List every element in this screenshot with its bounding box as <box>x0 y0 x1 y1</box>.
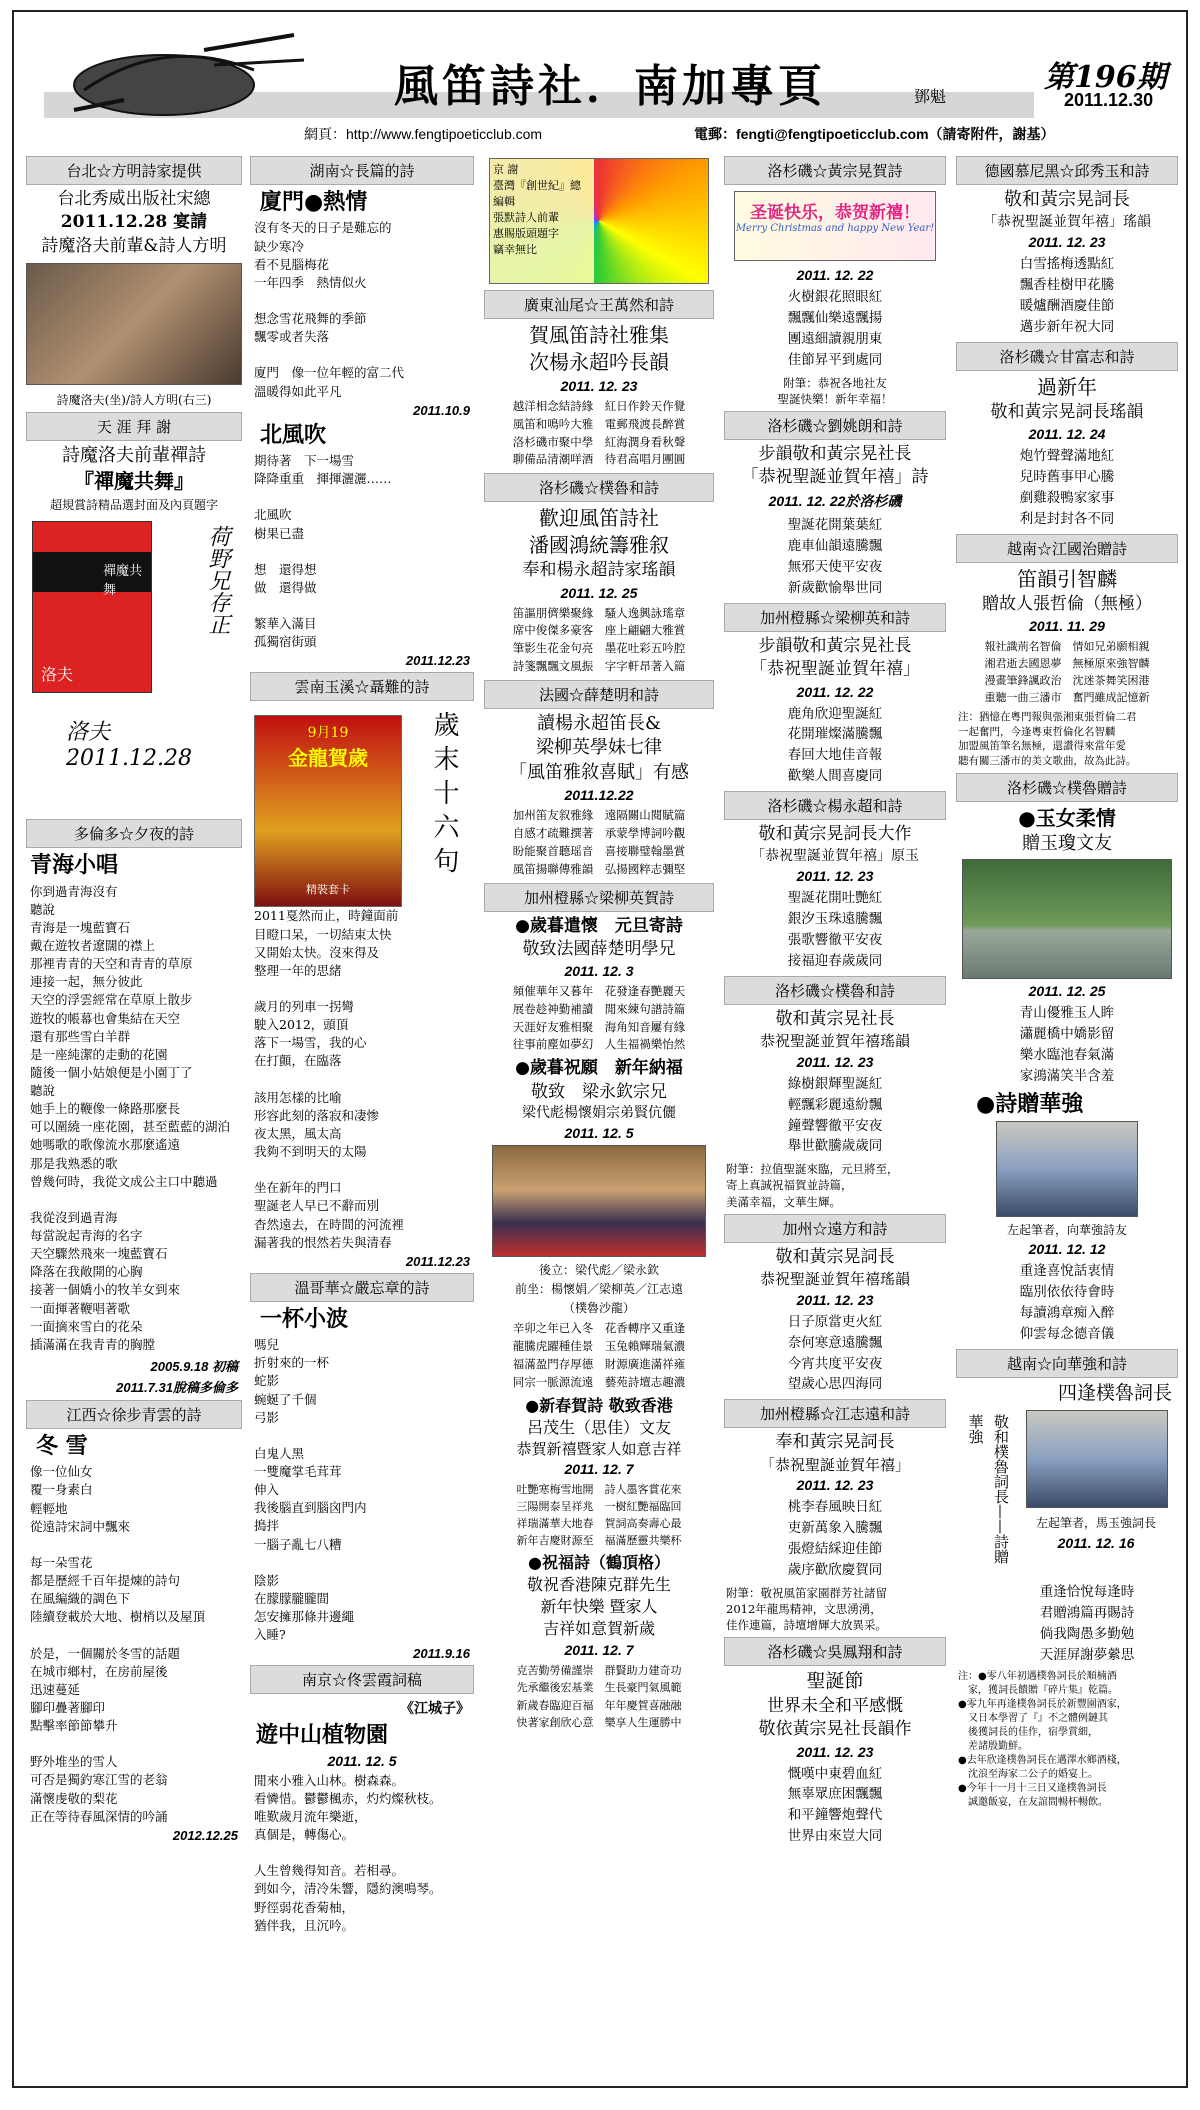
poem-date: 2011. 12. 24 <box>1028 425 1106 442</box>
book-cover-title: 禪魔共舞 <box>103 564 143 599</box>
poem-title: 梁代彪楊懷娟宗弟賢伉儷 <box>522 1104 676 1121</box>
group-photo <box>492 1145 706 1257</box>
poem-title: 敬和黃宗晃社長 <box>775 1008 895 1029</box>
poem-body: 慨嘆中東碧血紅 無辜眾庶困飄飄 和平鐘響炮聲代 世界由來豈大同 <box>787 1765 883 1845</box>
section-header: 德國慕尼黑☆邱秀玉和詩 <box>956 156 1178 185</box>
poem-title: 過新年 <box>1037 374 1097 399</box>
photo-caption: 前坐：楊懷娟／梁柳英／江志遠 <box>514 1282 683 1297</box>
poem-title: 賀風笛詩社雅集 <box>529 323 669 347</box>
poem-title: 潘國鴻統籌雅叙 <box>529 533 669 558</box>
column-4 <box>724 152 946 1851</box>
text-line: 2011.12.28 宴請 <box>60 212 208 233</box>
poem-title: 步韻敬和黃宗晃社長 <box>758 636 912 657</box>
poem-title: 北風吹 <box>260 421 327 448</box>
text-line: 詩魔洛夫前輩&詩人方明 <box>41 235 227 256</box>
poem-title: 一杯小波 <box>260 1305 349 1332</box>
poem-title: ●歲暮祝願 新年納福 <box>515 1058 683 1079</box>
poem-body: 克苦勤勞備謹崇 群賢助力建奇功 先承繼後宏基業 生長豪門氣風範 新歲春臨迎百福 年年慶賀喜融融 快著家創欣心意 樂享人生運勝中 <box>516 1664 682 1729</box>
poem-title: ●詩贈華強 <box>976 1091 1084 1117</box>
poem-date: 2011. 12. 12 <box>1028 1241 1106 1258</box>
email-line: 電郵：fengti@fengtipoeticclub.com（請寄附件，謝基） <box>694 126 1055 142</box>
two-men-photo <box>1026 1410 1168 1508</box>
poem-date: 2011. 12. 16 <box>1057 1534 1135 1551</box>
poem-title: 「恭祝聖誕並賀年禧」 <box>759 1455 910 1474</box>
poem-body: 加州笛友叙雅緣 遠隔關山閱賦篇 自感才疏難撰著 承蒙學博詞吟觀 盼能聚首聽瑶音 喜接聯璧翰墨賞 風笛揚聯傳雅韻 弘揚國粹志彌堅 <box>512 808 686 876</box>
poem-body: 青山優雅玉人眸 瀟麗橋中嬌影留 樂水臨池春氣滿 家鴻滿笑半含羞 <box>1019 1005 1115 1085</box>
poem-body: 日子原當吏火紅 奈何寒意遠騰飄 今宵共度平安夜 望歲心思四海同 <box>787 1313 883 1393</box>
poem-title: 「恭祝聖誕並賀年禧」詩 <box>741 467 929 488</box>
bagpipe-logo-icon <box>54 30 314 125</box>
poem-date: 2011. 12. 7 <box>564 1461 634 1478</box>
section-header: 洛杉磯☆吳鳳翔和詩 <box>724 1637 946 1666</box>
poem-body: 吐艷寒梅雪地開 詩人墨客賞花來 三陽開泰呈祥兆 一樹紅艷福臨回 祥瑞滿華大地春 賀詞高奏壽心最 新年吉慶財源至 福滿歷靈共樂杯 <box>516 1483 682 1548</box>
poem-title: 步韻敬和黃宗晃社長 <box>758 443 912 464</box>
poem-title: 恭賀新禧暨家人如意吉祥 <box>516 1439 682 1458</box>
postscript: 附筆：恭祝各地社友 聖誕快樂！新年幸福！ <box>777 375 893 406</box>
cipai-title: 《江城子》 <box>400 1701 470 1718</box>
section-header: 天 涯 拜 謝 <box>26 412 242 441</box>
poem-date: 2011. 12. 3 <box>564 963 634 979</box>
section-header: 洛杉磯☆樸魯贈詩 <box>956 773 1178 802</box>
poem-title: ●祝福詩（鶴頂格） <box>528 1553 670 1573</box>
poem-title: 恭祝聖誕並賀年禧瑤韻 <box>759 1269 910 1288</box>
poem-date: 2011.9.16 <box>413 1646 470 1662</box>
poem-date: 2011.12.22 <box>564 787 634 804</box>
section-header: 洛杉磯☆黃宗晃賀詩 <box>724 156 946 185</box>
poem-body: 報社識荊名智倫 情如兄弟願相親 湘君逝去國恩夢 無極原來強智麟 漫畫筆鋒諷政治 沈迷茶舞笑困港 重聽一曲三潘市 奮門雖成記憶新 <box>984 639 1150 705</box>
website-line: 網頁：http://www.fengtipoeticclub.com <box>304 126 543 142</box>
poem-title: 遊中山植物園 <box>256 1722 389 1749</box>
poem-body: 沒有冬天的日子是難忘的 缺少寒冷 看不見腦梅花 一年四季 熱情似火 想念雪花飛舞的季節 飄零或者失落 廈門 像一位年輕的富二代 溫暖得如此平凡 <box>254 220 405 399</box>
dragon-card <box>254 715 402 907</box>
poem-title: 奉和黃宗晃詞長 <box>775 1432 895 1453</box>
poem-date: 2011. 12. 23 <box>796 1291 874 1308</box>
section-header: 多倫多☆夕夜的詩 <box>26 819 242 848</box>
poem-body: 像一位仙女 覆一身素白 輕輕地 從遠詩宋詞中飄來 每一朵雪花 都是歷經千百年提煉的詩句 在風編織的調色下 陸續登載於大地、樹梢以及屋頂 於是，一個關於冬雪的話題 在城市鄉村，在房前屋後 迅速蔓延 腳印疊著腳印 點擊率節節攀升 野外堆坐的雪人 可否是獨釣寒江雪的老翁 滿懷虔敬的梨花 正在等待春風深情的吟誦 <box>30 1464 206 1824</box>
book-cover-author: 洛夫 <box>41 665 74 685</box>
poem-date: 2011.10.9 <box>413 402 470 418</box>
photo-caption: 左起筆者，馬玉強詞長 <box>1035 1515 1156 1530</box>
poem-title: 敬致法國薛楚明學兄 <box>522 938 676 959</box>
issue-number: 第196期 <box>1044 60 1167 95</box>
poem-title: 「恭祝聖誕並賀年禧」原玉 <box>751 847 919 864</box>
thanks-line: 張默詩人前輩 <box>493 210 559 224</box>
section-header: 洛杉磯☆樸魯和詩 <box>724 976 946 1005</box>
banquet-photo <box>26 263 242 385</box>
poem-date: 2011. 12. 7 <box>564 1642 634 1659</box>
section-header: 洛杉磯☆甘富志和詩 <box>956 342 1178 371</box>
postscript: 附筆：敬祝風笛家園群芳社諸留 2012年龍馬精神，文思湧湧， 佳作連篇，詩壇增輝大放異采。 <box>726 1586 887 1633</box>
poem-date: 2011. 12. 5 <box>327 1752 397 1769</box>
poem-title: 奉和楊永超詩家瑤韻 <box>522 560 676 581</box>
poem-body: 2011戛然而止，時鐘面前 目瞪口呆，一切結束太快 又開始太快。沒來得及 整理一年的思緒 歲月的列車一拐彎 駛入2012，頭頂 落下一場雪，我的心 在打顫，在臨落 該用怎樣的比喻 形容此刻的落寂和凄惨 夜太黑，風太高 我夠不到明天的太陽 坐在新年的門口 聖誕老人早已不辭而別 杳然遠去，在時間的河流裡 漏著我的恨然若失與清春 <box>254 908 405 1250</box>
poem-body: 桃李春風映日紅 吏新萬象入騰飄 張燈結綵迎佳節 歲序歡欣慶賀同 <box>787 1499 883 1579</box>
poem-title: 讀楊永超笛長& <box>536 712 662 734</box>
section-header: 廣東汕尾☆王萬然和詩 <box>484 290 714 319</box>
poem-body: 笛謳朋儕樂聚緣 騷人逸興詠瑤章 席中俊傑多豪客 座上翩翩大雅賞 筆影生花金句亮 墨花吐彩五吟腔 詩箋飄飄文風振 字字軒昂著入篇 <box>512 605 686 673</box>
postscript: 注：●零八年初遇樸魯詞長於順楠酒 家，獲詞長饋贈『碎片集』乾篇。 ●零九年再逢樸魯詞長於新豐園酒家， 又日本學習了『』不之體例鏈其 後獲詞長的佳作，宿學賞細， 差諸殷勤鮮。 ●去年欣逢樸魯詞長在邁澤水鄉酒棧， 沈浪至海家二公子的婚宴上。 ●今年十一月十三日又逢樸魯詞長 誠邀飯宴，在友誼間暢杯暢飲。 <box>958 1670 1127 1808</box>
poem-block <box>956 1408 1178 1578</box>
poem-body: 重逢恰悅每逢時 君贈鴻篇再賜詩 倘我陶愚多勤勉 天涯屏謝夢縈思 <box>1039 1583 1135 1663</box>
lake-photo <box>962 859 1172 979</box>
poem-title: 恭祝聖誕並賀年禧瑤韻 <box>759 1031 910 1050</box>
column-1 <box>26 152 242 1845</box>
vertical-poem-title: 歲末十六句 <box>429 711 459 882</box>
poem-title: 四逢樸魯詞長 <box>1057 1382 1172 1405</box>
newspaper-page <box>12 10 1188 2088</box>
poem-title: 敬和黃宗晃詞長大作 <box>758 824 912 845</box>
poem-title: 敬和黃宗晃詞長 <box>775 1246 895 1267</box>
book-title: 『禪魔共舞』 <box>74 469 194 494</box>
thanks-line: 臺灣『創世紀』總編輯 <box>493 178 581 208</box>
vertical-poem-title: 敬和樸魯詞長——詩贈華強 <box>966 1413 1010 1564</box>
photo-caption: （樸魯沙龍） <box>562 1301 635 1316</box>
poem-date: 2011. 12. 23 <box>1028 234 1106 250</box>
poem-body: 頻催華年又暮年 花發逢春艷麗天 展卷趁神勤補讀 閒來練句譜詩篇 天涯好友雅相聚 海角知音屢有緣 往事前塵如夢幻 人生福禍樂怡然 <box>512 984 686 1052</box>
handwritten-signature: 洛夫 2011.12.28 <box>66 720 192 772</box>
poem-body: 炮竹聲聲滿地紅 兒時舊事甲心騰 剷雞殺鴨家家事 利是封封各不同 <box>1019 447 1115 527</box>
poem-body: 越洋相念結詩緣 紅日作鈴天作覺 風笛和鳴吟大雅 電郵飛渡長醉賞 洛杉磯市聚中學 紅海潤身看秋聲 聊備品清潮咩酒 待君高唱月團圓 <box>512 399 686 467</box>
poem-title: 青海小唱 <box>30 852 119 879</box>
poem-block <box>250 705 474 905</box>
poem-date: 2011. 12. 22 <box>796 267 874 283</box>
section-header: 法國☆薛楚明和詩 <box>484 680 714 709</box>
poem-body: 聖誕花開吐艷紅 銀汐玉珠遠騰飄 張歌響徹平安夜 接福迎春歲歲同 <box>787 890 883 969</box>
masthead-title: 風笛詩社．南加專頁 <box>394 61 826 112</box>
poem-date: 2011. 12. 23 <box>796 1743 874 1760</box>
poem-date: 2011. 12. 23 <box>796 1053 874 1070</box>
section-header: 雲南玉溪☆聶難的詩 <box>250 672 474 701</box>
section-header: 越南☆向華強和詩 <box>956 1349 1178 1378</box>
section-header: 越南☆江國治贈詩 <box>956 534 1178 563</box>
text-line: 台北秀威出版社宋總 <box>57 189 211 209</box>
poem-body: 綠樹銀輝聖誕紅 輕飄彩麗遠紛飄 鐘聲響徹平安夜 舉世歡騰歲歲同 <box>787 1075 883 1155</box>
poem-title: 「恭祝聖誕並賀年禧」瑤韻 <box>983 213 1151 230</box>
poem-title: 贈玉瓊文友 <box>1022 832 1112 854</box>
column-3 <box>484 152 714 1735</box>
poem-title: 敬致 梁永欽宗兄 <box>531 1081 667 1102</box>
poem-date: 2011.12.23 <box>405 653 470 669</box>
poem-date: 2011. 12. 23 <box>796 868 874 884</box>
section-header: 湖南☆長篇的詩 <box>250 156 474 185</box>
poem-date: 2011. 12. 22 <box>796 683 874 700</box>
card-greeting: 圣诞快乐，恭贺新禧！ <box>750 203 920 223</box>
poem-date: 2011.7.31脫稿多倫多 <box>116 1379 238 1395</box>
poem-body: 辛卯之年已入冬 花香轉序又重逢 龍騰虎躍種佳景 玉兔賴輝瑞氣濃 福滿盈門存厚德 財源廣進滿祥雍 同宗一脈源流遠 藝苑詩壇志趣濃 <box>512 1321 686 1389</box>
thanks-line: 京 謝 <box>493 163 519 176</box>
poem-title: 次楊永超吟長韻 <box>529 350 669 374</box>
poem-title: 新年快樂 暨家人 <box>540 1597 658 1617</box>
section-header: 江西☆徐步青雲的詩 <box>26 1400 242 1429</box>
poem-date: 2011. 12. 22於洛杉磯 <box>768 493 902 510</box>
greeting-card <box>734 191 936 261</box>
card-text: 9月19 <box>307 725 349 742</box>
thanks-line: 竊幸無比 <box>493 242 537 256</box>
section-header: 加州☆遠方和詩 <box>724 1214 946 1243</box>
poem-title: ●玉女柔情 <box>1018 805 1116 830</box>
poem-body: 你到過青海沒有 聽說 青海是一塊藍寶石 戴在遊牧者遼闊的襟上 那裡青青的天空和青青的草原 連接一起，無分彼此 天空的浮雲經常在草原上散步 遊牧的帳幕也會集結在天空 還有那些雪白羊群 是一座純潔的走動的花園 隨後一個小姑娘便是小園丁了 聽說 她手上的鞭像一條路那麼長 可以圍繞一座花園，甚至藍藍的湖泊 她嗎歌的歌像流水那麼遙遠 那是我熟悉的歌 曾幾何時，我從文成公主口中聽過 我從沒到過青海 每當說起青海的名字 天空驟然飛來一塊藍寶石 降落在我敞開的心胸 接著一個嬌小的牧羊女到來 一面揮著鞭唱著歌 一面摘來雪白的花朵 插滿滿在我青青的胸膛 <box>30 883 231 1352</box>
card-text: 精裝套卡 <box>306 883 350 897</box>
poem-body: 閒來小雅入山林。樹森森。 看憐惜。鬱鬱楓赤，灼灼燦秋枝。 唯歎歲月流年樂逝， 真個是，轉傷心。 人生曾幾得知音。若相尋。 到如今，清冷朱響，隱約澳鳴琴。 野徑弱花香菊柚， 猶伴我，且沉吟。 <box>254 1772 442 1933</box>
card-text: 金龍賀歲 <box>288 746 368 771</box>
poem-title: 「風笛雅敘喜賦」有感 <box>509 761 689 783</box>
poem-title: 敬祝香港陳克群先生 <box>526 1575 671 1595</box>
section-header: 洛杉磯☆劉姚朗和詩 <box>724 411 946 440</box>
poem-date: 2011. 12. 25 <box>1028 983 1106 1000</box>
poem-body: 嗎兒 折射來的一杯 蛇影 蜿蜒了千個 弓影 白鬼人黑 一雙魔掌毛茸茸 伸入 我後腦直到腦囟門内 搗拌 一腦子亂七八糟 陰影 在朦朦朧朧間 怎安擁那條井邊繩 入睡? <box>254 1337 367 1643</box>
poem-title: 冬 雪 <box>36 1432 88 1459</box>
column-2 <box>250 152 474 1937</box>
section-header: 加州橙縣☆江志遠和詩 <box>724 1399 946 1428</box>
poem-title: 世界未全和平感慨 <box>767 1696 903 1717</box>
poem-body: 火樹銀花照眼紅 飄飄仙樂遠飄揚 團遠細讀親朋東 佳節昇平到處同 <box>787 289 883 368</box>
thanks-box <box>489 158 709 284</box>
column-5 <box>956 152 1178 1814</box>
photo-caption: 詩魔洛夫(坐)/詩人方明(右三) <box>56 392 212 407</box>
poem-date: 2012.12.25 <box>172 1827 238 1843</box>
thanks-line: 惠賜版頭題字 <box>493 226 559 240</box>
card-greeting-en: Merry Christmas and happy New Year! <box>735 223 935 234</box>
section-header: 台北☆方明詩家提供 <box>26 156 242 185</box>
poem-title: 敬和黃宗晃詞長瑤韻 <box>990 401 1144 422</box>
book-cover <box>32 521 152 693</box>
poem-title: 敬和黃宗晃詞長 <box>1004 189 1130 210</box>
section-header: 加州橙縣☆梁柳英和詩 <box>724 603 946 632</box>
poem-title: ●新春賀詩 敬致香港 <box>525 1395 673 1415</box>
poem-title: 吉祥如意賀新歲 <box>542 1619 655 1639</box>
postscript: 附筆：拉值聖誕來臨，元旦將至， 寄上真誠祝福賀並詩篇， 美滿幸福，文華生輝。 <box>726 1162 899 1209</box>
poem-body: 鹿角欣迎聖誕紅 花開璀燦滿騰飄 春回大地佳音報 歡樂人間喜慶同 <box>787 705 883 785</box>
poem-title: 梁柳英學妹七律 <box>536 737 662 759</box>
poem-title: 歡迎風笛詩社 <box>539 506 659 531</box>
poem-title: 聖誕節 <box>806 1670 864 1693</box>
poem-title: 「恭祝聖誕並賀年禧」 <box>750 659 920 680</box>
section-header: 南京☆佟雲霞詞稿 <box>250 1665 474 1694</box>
poem-title: 廈門●熱情 <box>260 189 368 215</box>
poem-date: 2011. 11. 29 <box>1029 617 1105 634</box>
text-line: 超規賞詩精品選封面及內頁題字 <box>49 498 218 513</box>
section-header: 溫哥華☆嚴忘章的詩 <box>250 1273 474 1302</box>
postscript: 注：猶憶在粵門報與張湘東張哲倫二君 一起奮門，今逢粵東哲倫化名智麟 加盟風笛筆名無極，還讚得來當年愛 聽有關三潘市的美文歌曲，故為此詩。 <box>958 711 1137 768</box>
poem-date: 2011. 12. 23 <box>796 1477 874 1494</box>
poem-body: 聖誕花開葉葉紅 鹿車仙韻遠騰飄 無邪天使平安夜 新歲歡愉舉世同 <box>787 517 883 597</box>
poem-body: 重逢喜悅話衷情 臨別依依待會時 每讀鴻章痴入醉 仰雲每念德音儀 <box>1019 1263 1115 1343</box>
text-line: 詩魔洛夫前輩禪詩 <box>62 444 206 466</box>
poem-title: ●歲暮遣懷 元旦寄詩 <box>515 915 683 936</box>
poem-body: 白雪搖梅透點紅 飄香桂樹甲花騰 暖爐酬酒慶佳節 邁步新年祝大同 <box>1019 256 1115 335</box>
poem-date: 2011. 12. 23 <box>560 378 638 394</box>
photo-caption: 後立：梁代彪／梁永欽 <box>538 1263 659 1278</box>
handwritten-inscription: 荷野兄存正 <box>205 525 230 636</box>
section-header: 加州橙縣☆梁柳英賀詩 <box>484 883 714 912</box>
book-area <box>26 515 242 815</box>
poem-title: 贈故人張哲倫（無極） <box>982 593 1152 614</box>
poem-title: 呂茂生（思佳）文友 <box>526 1417 671 1437</box>
poem-title: 笛韻引智麟 <box>1017 566 1117 591</box>
poem-body: 期待著 下一場雪 降降重重 揮揮灑灑…… 北風吹 樹果已盡 想 還得想 做 還得做 繁華入滿目 孤獨宿街頭 <box>254 453 392 650</box>
photo-caption: 左起筆者，向華強詩友 <box>1006 1223 1127 1238</box>
section-header: 洛杉磯☆楊永超和詩 <box>724 791 946 820</box>
section-header: 洛杉磯☆樸魯和詩 <box>484 473 714 502</box>
issue-date: 2011.12.30 <box>1064 90 1154 110</box>
poem-date: 2011. 12. 5 <box>564 1125 634 1142</box>
two-men-photo <box>996 1121 1138 1217</box>
poem-date: 2011. 12. 25 <box>560 584 638 601</box>
poem-title: 敬依黃宗晃社長韻作 <box>758 1719 912 1740</box>
masthead <box>14 12 1186 142</box>
masthead-signature: 鄧魁 <box>914 87 947 106</box>
poem-date: 2005.9.18 初稿 <box>150 1358 238 1374</box>
poem-date: 2011.12.23 <box>405 1253 470 1269</box>
